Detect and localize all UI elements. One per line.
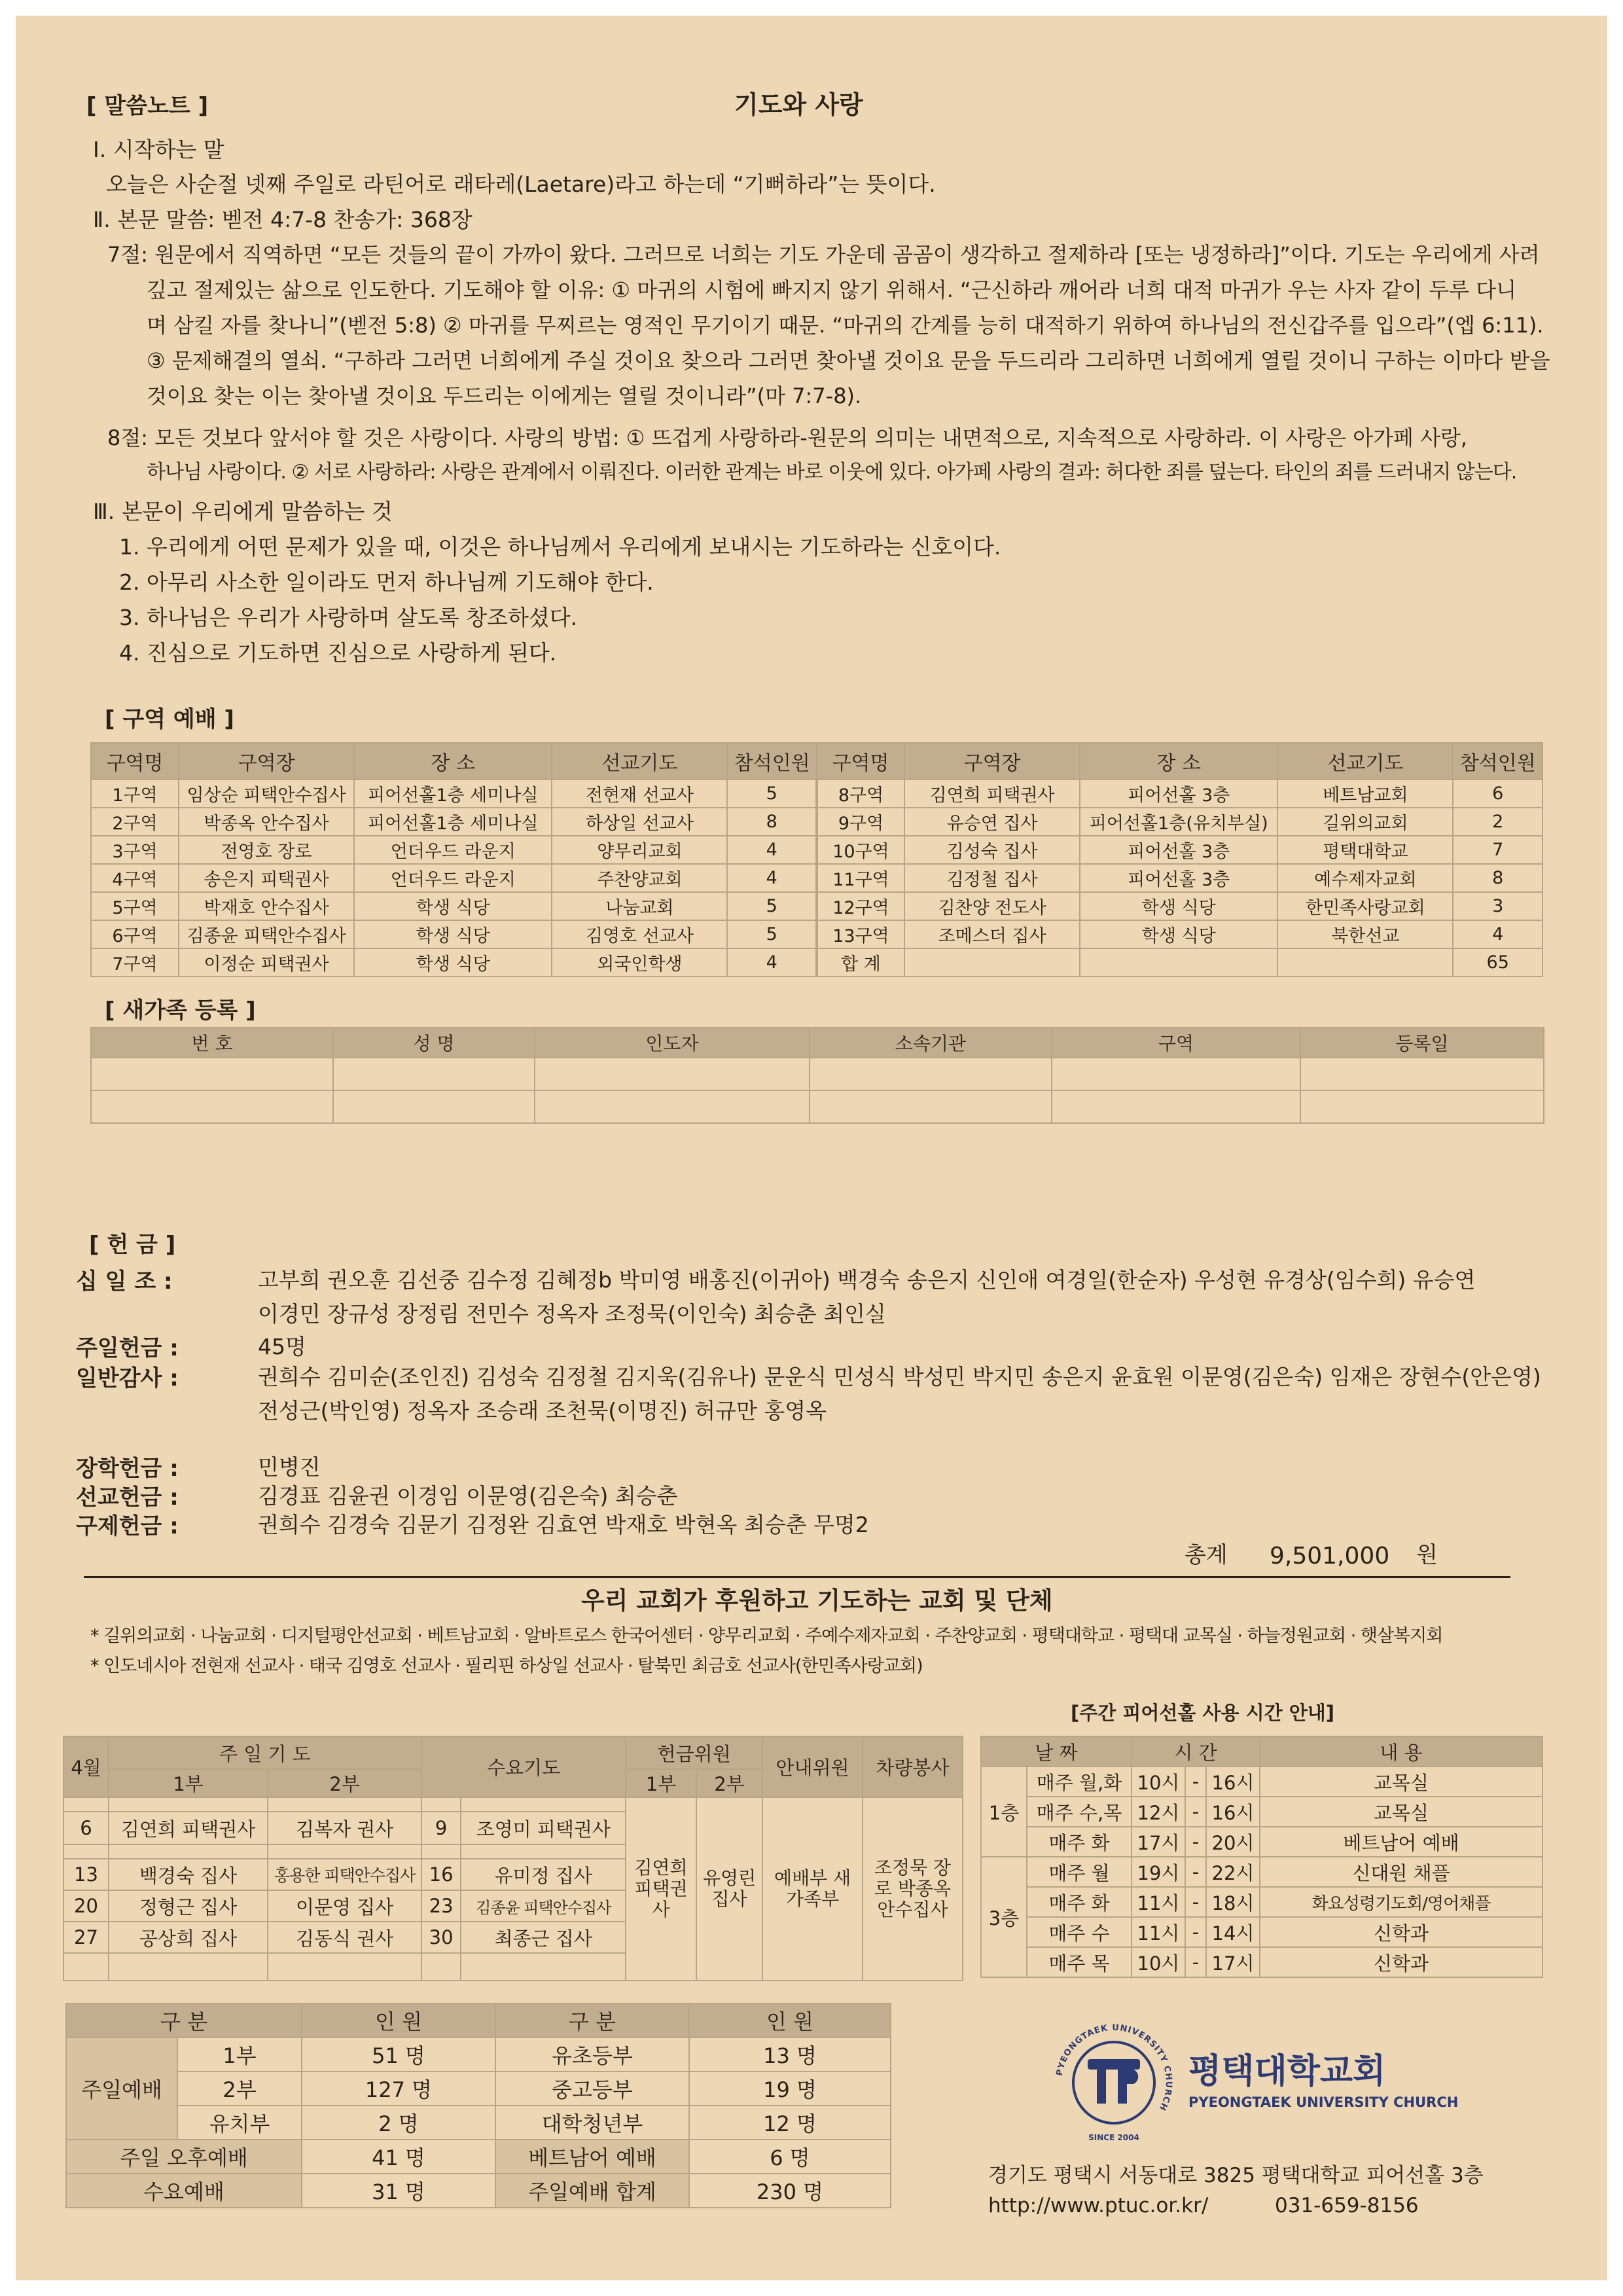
part2-header: 2부 xyxy=(696,1769,762,1797)
table-row xyxy=(91,1058,1544,1090)
district-leader xyxy=(904,948,1080,977)
thanks-line: 권희수 김미순(조인진) 김성숙 김정철 김지욱(김유나) 문운식 민성식 박성민 박지민 송은지 윤효원 이문영(김은숙) 임재은 장현수(안은영) xyxy=(258,1364,1541,1390)
relief-label: 구제헌금 : xyxy=(76,1513,179,1539)
col-header: 인 원 xyxy=(689,2003,891,2037)
table-row xyxy=(66,2106,891,2140)
mission-prayer: 하상일 선교사 xyxy=(552,808,727,836)
thanks-line: 전성근(박인영) 정옥자 조승래 조천묵(이명진) 허규만 홍영옥 xyxy=(258,1398,827,1424)
mission-prayer: 길위의교회 xyxy=(1277,808,1453,836)
category: 수요예배 xyxy=(66,2174,302,2208)
content: 화요성령기도회/영어채플 xyxy=(1260,1887,1543,1917)
col-header: 장 소 xyxy=(354,743,552,780)
col-header: 선교기도 xyxy=(552,743,727,780)
notes-title: 기도와 사랑 xyxy=(734,90,863,119)
attendance: 7 xyxy=(1453,836,1543,864)
offering-committee-1: 김연희 피택권사 xyxy=(626,1797,696,1981)
day: 매주 목 xyxy=(1027,1947,1132,1977)
category: 중고등부 xyxy=(495,2072,689,2106)
part2-prayer: 홍용한 피택안수집사 xyxy=(268,1859,421,1890)
notes-header: [ 말씀노트 ] xyxy=(86,93,209,119)
attendance: 2 xyxy=(1453,808,1543,836)
dash: - xyxy=(1185,1917,1206,1947)
part1-prayer: 공상희 집사 xyxy=(109,1922,268,1953)
verse-7-line: 7절: 원문에서 직역하면 “모든 것들의 끝이 가까이 왔다. 그러므로 너희는 기도 가운데 곰곰이 생각하고 절제하라 [또는 냉정하라]”이다. 기도는 우리에게 사려 xyxy=(107,242,1540,267)
start-time: 19시 xyxy=(1132,1857,1185,1887)
count: 6 명 xyxy=(689,2140,891,2174)
support-line: * 길위의교회 · 나눔교회 · 디지털평안선교회 · 베트남교회 · 알바트로스 한국어센터 · 양무리교회 · 주예수제자교회 · 주찬양교회 · 평택대학교 · 평택대 교목실 · 하늘정원교회 · 햇살복지회 xyxy=(90,1626,1443,1646)
section-3-heading: Ⅲ. 본문이 우리에게 말씀하는 것 xyxy=(93,499,393,524)
day: 매주 월 xyxy=(1027,1857,1132,1887)
content: 교목실 xyxy=(1260,1797,1543,1827)
count: 31 명 xyxy=(302,2174,495,2208)
col-header: 장 소 xyxy=(1080,743,1277,780)
district-leader: 전영호 장로 xyxy=(179,836,354,864)
sunday-worship-label: 주일예배 xyxy=(66,2037,177,2140)
sunday-date: 6 xyxy=(63,1812,109,1844)
tithe-line: 이경민 장규성 장정림 전민수 정옥자 조정묵(이인숙) 최승춘 최인실 xyxy=(258,1301,886,1327)
district-name: 11구역 xyxy=(817,864,904,892)
content: 신대원 채플 xyxy=(1260,1857,1543,1887)
district-name: 12구역 xyxy=(817,892,904,920)
count: 230 명 xyxy=(689,2174,891,2208)
total-value: 9,501,000 xyxy=(1270,1543,1390,1570)
verse-8-line: 하나님 사랑이다. ② 서로 사랑하라: 사랑은 관계에서 이뤄진다. 이러한 관계는 바로 이웃에 있다. 아가페 사랑의 결과: 허다한 죄를 덮는다. 타인의 죄를 드러내지 않는다. xyxy=(147,461,1517,484)
col-header: 내 용 xyxy=(1260,1736,1543,1767)
start-time: 12시 xyxy=(1132,1797,1185,1827)
district-leader: 이정순 피택권사 xyxy=(179,948,354,977)
part1-prayer: 정형근 집사 xyxy=(109,1890,268,1922)
district-leader: 임상순 피택안수집사 xyxy=(179,780,354,808)
church-name-english: PYEONGTAEK UNIVERSITY CHURCH xyxy=(1188,2094,1459,2110)
place: 학생 식당 xyxy=(354,892,552,920)
mission-prayer: 한민족사랑교회 xyxy=(1277,892,1453,920)
tithe-line: 고부희 권오훈 김선중 김수정 김혜정b 박미영 배홍진(이귀아) 백경숙 송은지 신인애 여경일(한순자) 우성현 유경상(임수희) 유승연 xyxy=(258,1267,1476,1293)
district-name: 6구역 xyxy=(91,920,179,948)
category: 주일예배 합계 xyxy=(495,2174,689,2208)
verse-7-line: ③ 문제해결의 열쇠. “구하라 그러면 너희에게 주실 것이요 찾으라 그러면 찾아낼 것이요 문을 두드리라 그리하면 너희에게 열릴 것이니 구하는 이마다 받을 xyxy=(147,348,1550,373)
table-row xyxy=(91,892,1543,920)
section-3-item: 2. 아무리 사소한 일이라도 먼저 하나님께 기도해야 한다. xyxy=(119,569,654,595)
offering-header: [ 헌 금 ] xyxy=(89,1232,176,1258)
table-row xyxy=(66,2140,891,2174)
table-row xyxy=(981,1857,1543,1887)
usher-header: 안내위원 xyxy=(762,1736,863,1797)
table-row xyxy=(981,1767,1543,1797)
place: 언더우드 라운지 xyxy=(354,864,552,892)
district-header: [ 구역 예배 ] xyxy=(105,706,234,732)
end-time: 14시 xyxy=(1206,1917,1260,1947)
district-name: 10구역 xyxy=(817,836,904,864)
support-title: 우리 교회가 후원하고 기도하는 교회 및 단체 xyxy=(581,1587,1053,1615)
col-header: 구역장 xyxy=(904,743,1080,780)
place: 학생 식당 xyxy=(354,920,552,948)
category: 베트남어 예배 xyxy=(495,2140,689,2174)
day: 매주 월,화 xyxy=(1027,1767,1132,1797)
district-name: 2구역 xyxy=(91,808,179,836)
wednesday-prayer: 유미정 집사 xyxy=(461,1859,626,1890)
table-row xyxy=(66,2037,891,2072)
col-header: 소속기관 xyxy=(810,1028,1052,1058)
attendance: 8 xyxy=(1453,864,1543,892)
day: 매주 화 xyxy=(1027,1827,1132,1857)
sunday-date: 13 xyxy=(63,1859,109,1890)
table-row xyxy=(981,1887,1543,1917)
district-leader: 유승연 집사 xyxy=(904,808,1080,836)
col-header: 날 짜 xyxy=(981,1736,1132,1767)
col-header: 번 호 xyxy=(91,1028,333,1058)
table-row xyxy=(981,1947,1543,1977)
sunday-offering-value: 45명 xyxy=(258,1334,306,1359)
attendance: 6 xyxy=(1453,780,1543,808)
end-time: 22시 xyxy=(1206,1857,1260,1887)
col-header: 참석인원 xyxy=(1453,743,1543,780)
tithe-label: 십 일 조 : xyxy=(76,1268,173,1295)
relief-value: 권희수 김경숙 김문기 김정완 김효연 박재호 박현옥 최승춘 무명2 xyxy=(258,1512,869,1537)
end-time: 18시 xyxy=(1206,1887,1260,1917)
day: 매주 수 xyxy=(1027,1917,1132,1947)
place: 피어선홀1층 세미나실 xyxy=(354,780,552,808)
table-row xyxy=(981,1917,1543,1947)
place xyxy=(1080,948,1277,977)
part2-prayer: 김동식 권사 xyxy=(268,1922,421,1953)
church-address: 경기도 평택시 서동대로 3825 평택대학교 피어선홀 3층 xyxy=(988,2164,1484,2187)
part2-header: 2부 xyxy=(268,1769,421,1797)
content: 신학과 xyxy=(1260,1917,1543,1947)
district-leader: 박종옥 안수집사 xyxy=(179,808,354,836)
offering-committee-header: 헌금위원 xyxy=(626,1736,762,1769)
table-row xyxy=(91,948,1543,977)
attendance: 5 xyxy=(727,780,816,808)
thanks-offering-label: 일반감사 : xyxy=(76,1365,179,1391)
col-header: 구역명 xyxy=(91,743,179,780)
content: 신학과 xyxy=(1260,1947,1543,1977)
church-phone: 031-659-8156 xyxy=(1275,2194,1419,2217)
attendance: 4 xyxy=(727,836,816,864)
dash: - xyxy=(1185,1947,1206,1977)
dash: - xyxy=(1185,1887,1206,1917)
end-time: 20시 xyxy=(1206,1827,1260,1857)
start-time: 10시 xyxy=(1132,1767,1185,1797)
table-row xyxy=(981,1797,1543,1827)
col-header: 인도자 xyxy=(535,1028,810,1058)
part1-header: 1부 xyxy=(109,1769,268,1797)
pierson-title: [주간 피어선홀 사용 시간 안내] xyxy=(1071,1702,1335,1724)
verse-8-line: 8절: 모든 것보다 앞서야 할 것은 사랑이다. 사랑의 방법: ① 뜨겁게 사랑하라-원문의 의미는 내면적으로, 지속적으로 사랑하라. 이 사랑은 아가페 사랑, xyxy=(107,425,1468,450)
count: 2 명 xyxy=(302,2106,495,2140)
mission-prayer: 외국인학생 xyxy=(552,948,727,977)
church-name-korean: 평택대학교회 xyxy=(1188,2052,1386,2091)
section-1-heading: Ⅰ. 시작하는 말 xyxy=(93,137,224,162)
section-3-item: 1. 우리에게 어떤 문제가 있을 때, 이것은 하나님께서 우리에게 보내시는 기도하라는 신호이다. xyxy=(119,534,1001,560)
car-service-header: 차량봉사 xyxy=(863,1736,963,1797)
category: 대학청년부 xyxy=(495,2106,689,2140)
category: 유초등부 xyxy=(495,2037,689,2072)
newfamily-header: [ 새가족 등록 ] xyxy=(105,997,256,1024)
content: 교목실 xyxy=(1260,1767,1543,1797)
sunday-date: 20 xyxy=(63,1890,109,1922)
wednesday-date: 30 xyxy=(421,1922,461,1953)
mission-prayer: 예수제자교회 xyxy=(1277,864,1453,892)
district-name: 3구역 xyxy=(91,836,179,864)
district-leader: 김연희 피택권사 xyxy=(904,780,1080,808)
mission-prayer: 주찬양교회 xyxy=(552,864,727,892)
place: 학생 식당 xyxy=(354,948,552,977)
mission-prayer xyxy=(1277,948,1453,977)
mission-prayer: 나눔교회 xyxy=(552,892,727,920)
place: 학생 식당 xyxy=(1080,892,1277,920)
scholarship-value: 민병진 xyxy=(258,1454,321,1480)
start-time: 17시 xyxy=(1132,1827,1185,1857)
church-seal-logo xyxy=(1050,2018,1178,2147)
pierson-table xyxy=(980,1736,1543,1978)
wednesday-prayer: 김종윤 피택안수집사 xyxy=(461,1890,626,1922)
day: 매주 수,목 xyxy=(1027,1797,1132,1827)
col-header: 등록일 xyxy=(1300,1028,1544,1058)
mission-prayer: 북한선교 xyxy=(1277,920,1453,948)
dash: - xyxy=(1185,1857,1206,1887)
floor-label: 3층 xyxy=(981,1857,1027,1977)
seal-text: PYEONGTAEK UNIVERSITY CHURCH xyxy=(1054,2022,1174,2113)
total-label: 총계 xyxy=(1185,1542,1228,1568)
wednesday-prayer: 조영미 피택권사 xyxy=(461,1812,626,1844)
verse-7-line: 깊고 절제있는 삶으로 인도한다. 기도해야 할 이유: ① 마귀의 시험에 빠지지 않기 위해서. “근신하라 깨어라 너희 대적 마귀가 우는 사자 같이 두루 다니 xyxy=(147,278,1517,302)
end-time: 16시 xyxy=(1206,1767,1260,1797)
newfamily-table xyxy=(90,1027,1544,1124)
part1-prayer: 김연희 피택권사 xyxy=(109,1812,268,1844)
dash: - xyxy=(1185,1827,1206,1857)
wednesday-prayer: 최종근 집사 xyxy=(461,1922,626,1953)
section-1-text: 오늘은 사순절 넷째 주일로 라틴어로 래타레(Laetare)라고 하는데 “기뻐하라”는 뜻이다. xyxy=(106,171,936,197)
col-header: 구역장 xyxy=(179,743,354,780)
mission-prayer: 평택대학교 xyxy=(1277,836,1453,864)
part1-header: 1부 xyxy=(626,1769,696,1797)
divider xyxy=(84,1576,1510,1578)
table-row xyxy=(91,836,1543,864)
sunday-date: 27 xyxy=(63,1922,109,1953)
attendance: 4 xyxy=(1453,920,1543,948)
district-leader: 송은지 피택권사 xyxy=(179,864,354,892)
table-row xyxy=(66,2174,891,2208)
district-name: 5구역 xyxy=(91,892,179,920)
district-leader: 김성숙 집사 xyxy=(904,836,1080,864)
district-name: 합 계 xyxy=(817,948,904,977)
category: 2부 xyxy=(177,2072,302,2106)
end-time: 17시 xyxy=(1206,1947,1260,1977)
wednesday-date: 16 xyxy=(421,1859,461,1890)
dash: - xyxy=(1185,1797,1206,1827)
district-name: 7구역 xyxy=(91,948,179,977)
col-header: 구 분 xyxy=(495,2003,689,2037)
table-row xyxy=(91,780,1543,808)
content: 베트남어 예배 xyxy=(1260,1827,1543,1857)
church-website-link[interactable]: http://www.ptuc.or.kr/ xyxy=(988,2194,1209,2217)
place: 피어선홀1층 세미나실 xyxy=(354,808,552,836)
attendance-table xyxy=(65,2003,891,2208)
verse-7-line: 것이요 찾는 이는 찾아낼 것이요 두드리는 이에게는 열릴 것이니라”(마 7:7-8). xyxy=(147,384,862,408)
part2-prayer: 김복자 권사 xyxy=(268,1812,421,1844)
attendance: 65 xyxy=(1453,948,1543,977)
district-table xyxy=(90,742,1543,977)
attendance: 3 xyxy=(1453,892,1543,920)
col-header: 구역 xyxy=(1052,1028,1300,1058)
section-2-heading: Ⅱ. 본문 말씀: 벧전 4:7-8 찬송가: 368장 xyxy=(93,207,473,232)
attendance: 5 xyxy=(727,920,816,948)
table-row xyxy=(91,808,1543,836)
mission-prayer: 양무리교회 xyxy=(552,836,727,864)
col-header: 참석인원 xyxy=(727,743,816,780)
district-name: 1구역 xyxy=(91,780,179,808)
count: 41 명 xyxy=(302,2140,495,2174)
mission-prayer: 베트남교회 xyxy=(1277,780,1453,808)
section-3-item: 4. 진심으로 기도하면 진심으로 사랑하게 된다. xyxy=(119,640,557,666)
mission-value: 김경표 김윤권 이경임 이문영(김은숙) 최승춘 xyxy=(258,1483,678,1509)
end-time: 16시 xyxy=(1206,1797,1260,1827)
table-row xyxy=(981,1827,1543,1857)
district-name: 4구역 xyxy=(91,864,179,892)
floor-label: 1층 xyxy=(981,1767,1027,1857)
col-header: 시 간 xyxy=(1132,1736,1260,1767)
wednesday-prayer-header: 수요기도 xyxy=(421,1736,626,1797)
part2-prayer: 이문영 집사 xyxy=(268,1890,421,1922)
category: 유치부 xyxy=(177,2106,302,2140)
start-time: 10시 xyxy=(1132,1947,1185,1977)
wednesday-date: 9 xyxy=(421,1812,461,1844)
category: 1부 xyxy=(177,2037,302,2072)
table-row xyxy=(91,1090,1544,1123)
district-name: 8구역 xyxy=(817,780,904,808)
district-leader: 조메스더 집사 xyxy=(904,920,1080,948)
col-header: 구역명 xyxy=(817,743,904,780)
attendance: 8 xyxy=(727,808,816,836)
col-header: 성 명 xyxy=(333,1028,535,1058)
sunday-offering-label: 주일헌금 : xyxy=(76,1335,179,1361)
place: 피어선홀 3층 xyxy=(1080,864,1277,892)
district-leader: 김종윤 피택안수집사 xyxy=(179,920,354,948)
mission-prayer: 전현재 선교사 xyxy=(552,780,727,808)
count: 51 명 xyxy=(302,2037,495,2072)
scholarship-label: 장학헌금 : xyxy=(76,1456,179,1482)
offering-committee-2: 유영린 집사 xyxy=(696,1797,762,1981)
section-3-item: 3. 하나님은 우리가 사랑하며 살도록 창조하셨다. xyxy=(119,605,578,630)
district-name: 9구역 xyxy=(817,808,904,836)
part1-prayer: 백경숙 집사 xyxy=(109,1859,268,1890)
bulletin-page xyxy=(16,16,1607,2280)
support-line: * 인도네시아 전현재 선교사 · 태국 김영호 선교사 · 필리핀 하상일 선교사 · 탈북민 최금호 선교사(한민족사랑교회) xyxy=(90,1656,923,1676)
sunday-prayer-header: 주 일 기 도 xyxy=(109,1736,421,1769)
category: 주일 오후예배 xyxy=(66,2140,302,2174)
seal-since: SINCE 2004 xyxy=(1088,2133,1139,2142)
place: 언더우드 라운지 xyxy=(354,836,552,864)
count: 127 명 xyxy=(302,2072,495,2106)
place: 피어선홀 3층 xyxy=(1080,780,1277,808)
count: 12 명 xyxy=(689,2106,891,2140)
mission-label: 선교헌금 : xyxy=(76,1484,179,1511)
place: 피어선홀1층(유치부실) xyxy=(1080,808,1277,836)
district-leader: 김찬양 전도사 xyxy=(904,892,1080,920)
usher-value: 예배부 새가족부 xyxy=(762,1797,863,1981)
table-row xyxy=(91,920,1543,948)
place: 피어선홀 3층 xyxy=(1080,836,1277,864)
count: 13 명 xyxy=(689,2037,891,2072)
total-unit: 원 xyxy=(1416,1542,1438,1568)
district-leader: 김정철 집사 xyxy=(904,864,1080,892)
day: 매주 화 xyxy=(1027,1887,1132,1917)
place: 학생 식당 xyxy=(1080,920,1277,948)
mission-prayer: 김영호 선교사 xyxy=(552,920,727,948)
wednesday-date: 23 xyxy=(421,1890,461,1922)
attendance: 4 xyxy=(727,948,816,977)
count: 19 명 xyxy=(689,2072,891,2106)
verse-7-line: 며 삼킬 자를 찾나니”(벧전 5:8) ② 마귀를 무찌르는 영적인 무기이기 때문. “마귀의 간계를 능히 대적하기 위하여 하나님의 전신갑주를 입으라”(엡 6:11). xyxy=(147,313,1544,338)
district-leader: 박재호 안수집사 xyxy=(179,892,354,920)
col-header: 선교기도 xyxy=(1277,743,1453,780)
table-row xyxy=(66,2072,891,2106)
service-roster-table xyxy=(63,1736,963,1981)
col-header: 구 분 xyxy=(66,2003,302,2037)
col-header: 인 원 xyxy=(302,2003,495,2037)
start-time: 11시 xyxy=(1132,1917,1185,1947)
month-header: 4월 xyxy=(63,1736,109,1797)
dash: - xyxy=(1185,1767,1206,1797)
start-time: 11시 xyxy=(1132,1887,1185,1917)
table-row xyxy=(91,864,1543,892)
district-name: 13구역 xyxy=(817,920,904,948)
car-service-value: 조정묵 장로 박종옥 안수집사 xyxy=(863,1797,963,1981)
attendance: 5 xyxy=(727,892,816,920)
attendance: 4 xyxy=(727,864,816,892)
